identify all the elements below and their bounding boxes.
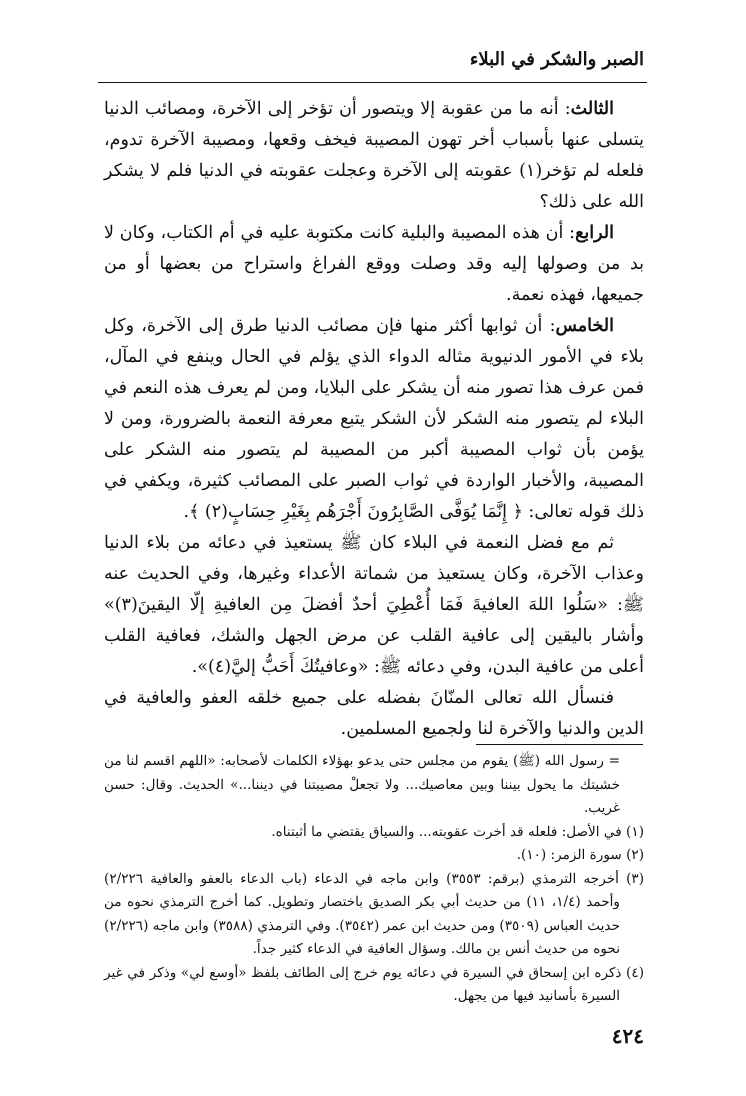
paragraph-label: الرابع — [575, 223, 614, 243]
header-rule — [98, 82, 647, 83]
footnote-4: (٤) ذكره ابن إسحاق في السيرة في دعائه يوم خرج إلى الطائف بلفظ «أوسع لي» وذكر في غير السيرة بأسانيد فيها من يجهل. — [104, 964, 644, 1004]
paragraph-closing-prayer: فنسأل الله تعالى المنّانَ بفضله على جميع خلقه العفو والعافية في الدين والدنيا والآخرة لنا ولجميع المسلمين. — [104, 688, 644, 739]
paragraph-fourth-reason — [104, 218, 644, 311]
footnotes — [104, 750, 644, 1009]
paragraph-label: الثالث — [570, 99, 614, 119]
paragraph-label: الخامس — [555, 316, 614, 336]
running-head: الصبر والشكر في البلاء — [469, 49, 644, 70]
page-number: ٤٢٤ — [611, 1024, 644, 1048]
footnote-continuation: = رسول الله (ﷺ) يقوم من مجلس حتى يدعو بهؤلاء الكلمات لأصحابه: «اللهم اقسم لنا من خشيتك ما يحول بيننا وبين معاصيك... ولا تجعلْ مصيبتنا في ديننا...» الحديث. وقال: حسن غريب. — [104, 753, 620, 816]
paragraph-text: : أن هذه المصيبة والبلية كانت مكتوبة عليه في أم الكتاب، وكان لا بد من وصولها إليه وقد وصلت ووقع الفراغ واستراح من بعضها أو من جميعها، فهذه نعمة. — [104, 223, 644, 305]
paragraph-fifth-reason — [104, 311, 644, 528]
paragraph-text: : أنه ما من عقوبة إلا ويتصور أن تؤخر إلى الآخرة، ومصائب الدنيا يتسلى عنها بأسباب أخر تهون المصيبة فيخف وقعها، ومصيبة الآخرة تدوم، فلعله لم تؤخر(١) عقوبته إلى الآخرة وعجلت عقوبته في الدنيا فلم لا يشكر الله على ذلك؟ — [104, 99, 644, 212]
paragraph-text: : أن ثوابها أكثر منها فإن مصائب الدنيا طرق إلى الآخرة، وكل بلاء في الأمور الدنيوية مثاله الدواء الذي يؤلم في الحال وينفع في المآل، فمن عرف هذا تصور منه أن يشكر على البلايا، ومن لم يعرف هذه النعم في البلاء لم يتصور منه الشكر لأن الشكر يتبع معرفة النعمة بالضرورة، ومن لا يؤمن بأن ثواب المصيبة أكبر من المصيبة لم يتصور منه الشكر على المصيبة، والأخبار الواردة في ثواب الصبر على المصائب كثيرة، ويكفي في ذلك قوله تعالى: ﴿ إِنَّمَا يُوَفَّى الصَّابِرُونَ أَجْرَهُم بِغَيْرِ حِسَابٍ(٢) ﴾. — [104, 316, 644, 522]
paragraph-supplication: ثم مع فضل النعمة في البلاء كان ﷺ يستعيذ في دعائه من بلاء الدنيا وعذاب الآخرة، وكان يستعيذ من شماتة الأعداء وغيرها، وفي الحديث عنه ﷺ: «سَلُوا اللهَ العافيةَ فَمَا أُعْطِيَ أحدٌ أفضلَ مِن العافيةِ إلّا اليقينَ(٣)» وأشار باليقين إلى عافية القلب عن مرض الجهل والشك، فعافية القلب أعلى من عافية البدن، وفي دعائه ﷺ: «وعافيتُكَ أَحَبُّ إليَّ(٤)». — [104, 533, 644, 677]
footnote-3: (٣) أخرجه الترمذي (برقم: ٣٥٥٣) وابن ماجه في الدعاء (باب الدعاء بالعفو والعافية ٢/٢٢٦) وأحمد (١/٤، ١١) من حديث أبي بكر الصديق باختصار وتطويل. كما أخرج الترمذي نحوه من حديث العباس (٣٥٠٩) ومن حديث ابن عمر (٣٥٤٢). وفي الترمذي (٣٥٨٨) وابن ماجه (٢/٢٢٦) نحوه من حديث أنس بن مالك. وسؤال العافية في الدعاء كثير جداً. — [104, 870, 644, 957]
footnote-separator — [476, 744, 643, 745]
main-text — [104, 94, 644, 745]
footnote-2: (٢) سورة الزمر: (١٠). — [516, 847, 644, 863]
footnote-1: (١) في الأصل: فلعله قد أخرت عقوبته... والسياق يقتضي ما أثبتناه. — [271, 823, 644, 840]
paragraph-third-reason — [104, 94, 644, 218]
